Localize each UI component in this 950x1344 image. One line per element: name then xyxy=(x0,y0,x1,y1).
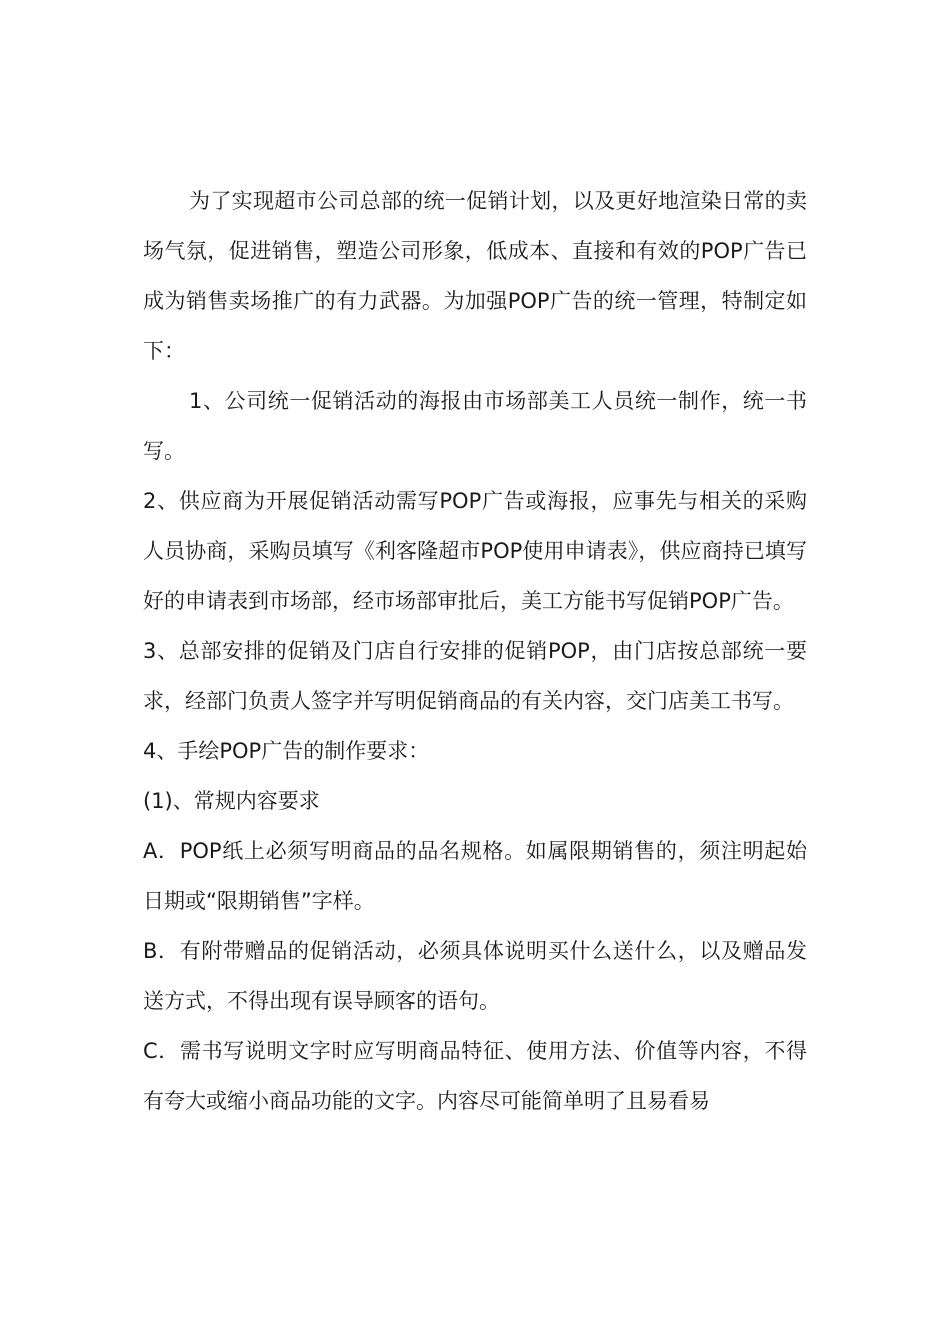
document-body xyxy=(143,176,807,1126)
item-1-paragraph: 1、公司统一促销活动的海报由市场部美工人员统一制作，统一书写。 xyxy=(143,389,807,463)
intro-paragraph: 为了实现超市公司总部的统一促销计划，以及更好地渲染日常的卖场气氛，促进销售，塑造公司形象，低成本、直接和有效的POP广告已成为销售卖场推广的有力武器。为加强POP广告的统一管理，特制定如下： xyxy=(143,189,807,363)
subsection-heading: (1)、常规内容要求 xyxy=(143,789,320,813)
requirement-a-paragraph: A．POP纸上必须写明商品的品名规格。如属限期销售的，须注明起始日期或“限期销售”字样。 xyxy=(143,839,807,913)
requirement-b-paragraph: B．有附带赠品的促销活动，必须具体说明买什么送什么，以及赠品发送方式，不得出现有误导顾客的语句。 xyxy=(143,939,807,1013)
item-4-heading: 4、手绘POP广告的制作要求： xyxy=(143,739,430,763)
requirement-c-paragraph: C．需书写说明文字时应写明商品特征、使用方法、价值等内容，不得有夸大或缩小商品功能的文字。内容尽可能简单明了且易看易 xyxy=(143,1039,807,1113)
item-2-paragraph: 2、供应商为开展促销活动需写POP广告或海报，应事先与相关的采购人员协商，采购员填写《利客隆超市POP使用申请表》，供应商持已填写好的申请表到市场部，经市场部审批后，美工方能书写促销POP广告。 xyxy=(143,489,807,613)
item-3-paragraph: 3、总部安排的促销及门店自行安排的促销POP，由门店按总部统一要求，经部门负责人签字并写明促销商品的有关内容，交门店美工书写。 xyxy=(143,639,807,713)
